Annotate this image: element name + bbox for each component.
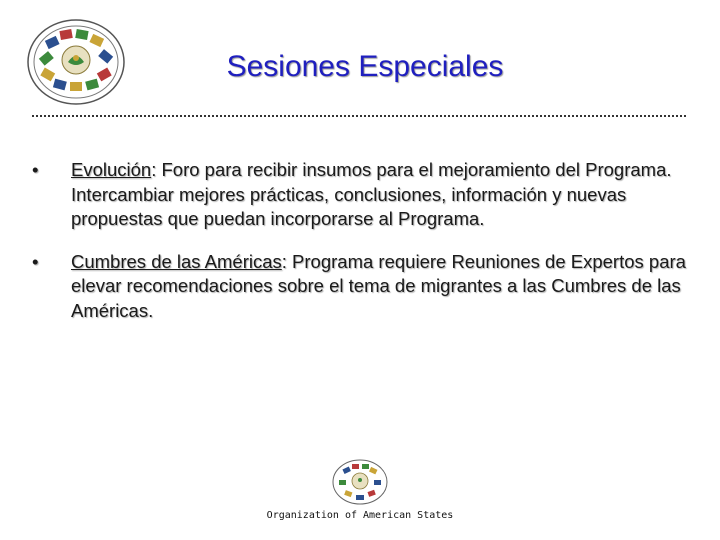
bullet-item-evolucion <box>32 158 692 232</box>
organization-name: Organization of American States <box>266 510 454 521</box>
bullet-term: Evolución <box>71 159 152 180</box>
bullet-text: Foro para recibir insumos para el mejoramiento del Programa. Intercambiar mejores prácticas, conclusiones, información y nuevas propuestas que puedan incorporarse al Programa. <box>71 159 672 229</box>
bullet-item-cumbres <box>32 250 692 324</box>
bullet-separator: : <box>281 250 287 272</box>
title-divider <box>32 115 686 117</box>
oas-seal-icon <box>331 458 389 506</box>
slide-title: Sesiones Especiales <box>226 50 504 83</box>
bullet-mark: • <box>32 250 39 272</box>
bullet-list <box>32 158 692 323</box>
oas-seal-icon <box>26 18 126 106</box>
bullet-term: Cumbres de las Américas <box>71 250 282 272</box>
bullet-mark: • <box>32 159 39 180</box>
bullet-separator: : <box>151 159 157 180</box>
bullet-text: Programa requiere Reuniones de Expertos para elevar recomendaciones sobre el tema de migrantes a las Cumbres de las Américas. <box>71 250 686 321</box>
